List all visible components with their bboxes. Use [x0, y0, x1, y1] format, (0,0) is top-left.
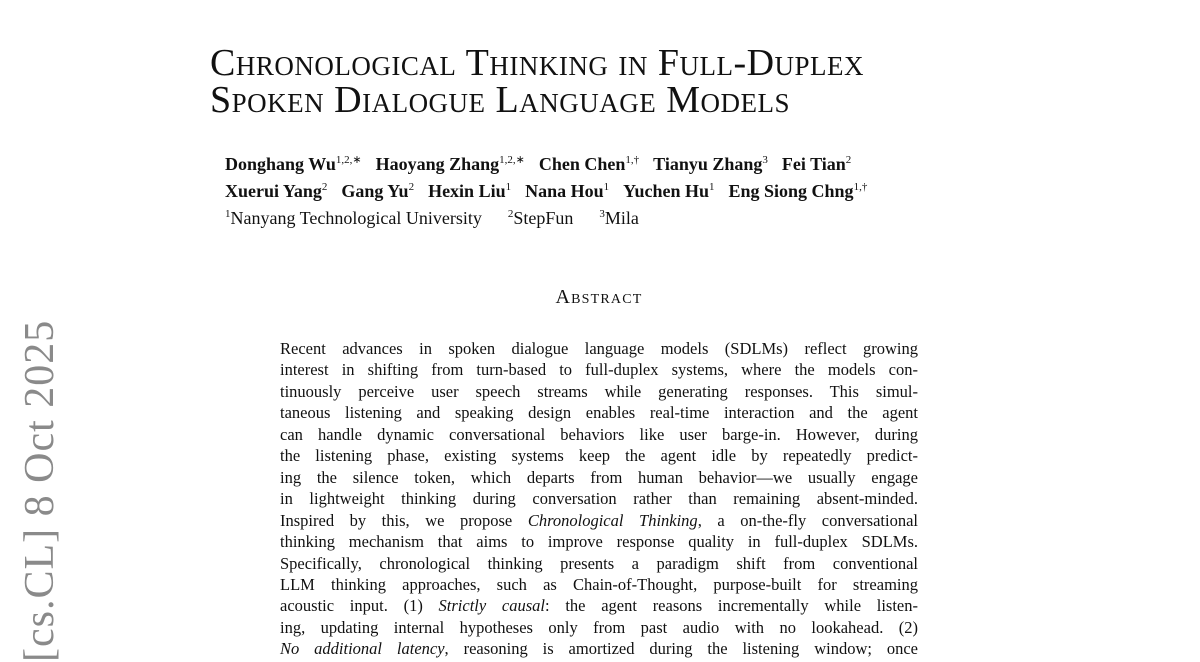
affiliation [225, 208, 482, 228]
title-line-1: Chronological Thinking in Full-Duplex [210, 42, 865, 84]
author [525, 181, 609, 201]
author [341, 181, 414, 201]
author [539, 154, 639, 174]
affiliation-superscript: 3 [599, 208, 605, 220]
abstract-line: tinuously perceive user speech streams while generating responses. This simul- [280, 381, 918, 401]
author-superscript: 2 [321, 181, 328, 193]
abstract-line: interest in shifting from turn-based to full-duplex systems, where the models con- [280, 360, 918, 380]
abstract-line: Specifically, chronological thinking presents a paradigm shift from conventional [280, 553, 918, 573]
title-line-2: Spoken Dialogue Language Models [210, 79, 791, 121]
author-line-1 [225, 151, 945, 178]
author-superscript: 2 [408, 181, 415, 193]
author [376, 154, 525, 174]
abstract-line: ing, updating internal hypotheses only from past audio with no lookahead. (2) [280, 617, 918, 637]
author-name: Eng Siong Chng [728, 181, 854, 201]
author-block [225, 151, 945, 232]
author [653, 154, 768, 174]
author-name: Fei Tian [781, 154, 846, 174]
author [225, 154, 362, 174]
author-superscript: 1,† [625, 154, 640, 166]
affiliation [508, 208, 574, 228]
author-superscript: 1,2,∗ [499, 154, 525, 166]
author-line-2 [225, 178, 945, 205]
author-superscript: 1 [709, 181, 715, 193]
abstract-line: Inspired by this, we propose Chronological Thinking, a on-the-fly conversational [280, 510, 919, 530]
affiliation-name: StepFun [513, 208, 574, 228]
author-name: Xuerui Yang [225, 181, 322, 201]
abstract-line: in lightweight thinking during conversation rather than remaining absent-minded. [280, 489, 918, 509]
abstract-line: the listening phase, existing systems keep the agent idle by repeatedly predict- [280, 446, 918, 466]
affiliation-superscript: 1 [225, 208, 231, 220]
affiliation [599, 208, 639, 228]
author-name: Chen Chen [538, 154, 626, 174]
author-name: Donghang Wu [225, 154, 336, 174]
abstract-line: ing the silence token, which departs from human behavior—we usually engage [280, 467, 918, 487]
abstract-line: thinking mechanism that aims to improve response quality in full-duplex SDLMs. [280, 532, 918, 552]
author-name: Hexin Liu [428, 181, 506, 201]
abstract-line: taneous listening and speaking design enables real-time interaction and the agent [280, 403, 918, 423]
arxiv-watermark: [cs.CL] 8 Oct 2025 [17, 319, 63, 662]
author-name: Tianyu Zhang [653, 154, 763, 174]
paper-title [210, 42, 865, 121]
author-superscript: 1,2,∗ [335, 154, 362, 166]
author-name: Gang Yu [341, 181, 409, 201]
abstract-line: acoustic input. (1) Strictly causal: the agent reasons incrementally while listen- [280, 596, 918, 616]
author-name: Haoyang Zhang [375, 154, 500, 174]
affiliation-line [225, 205, 945, 232]
author-superscript: 3 [762, 154, 768, 166]
author-superscript: 1,† [853, 181, 868, 193]
affiliation-name: Nanyang Technological University [230, 208, 482, 228]
author-name: Yuchen Hu [623, 181, 709, 201]
abstract-heading: Abstract [555, 286, 643, 308]
affiliation-superscript: 2 [507, 208, 514, 220]
author [729, 181, 868, 201]
author [782, 154, 851, 174]
author [623, 181, 714, 201]
abstract-body [280, 338, 918, 660]
abstract-line: Recent advances in spoken dialogue language models (SDLMs) reflect growing [280, 339, 918, 358]
author-superscript: 2 [845, 154, 852, 166]
affiliation-name: Mila [604, 208, 639, 228]
author [225, 181, 327, 201]
author-name: Nana Hou [525, 181, 604, 201]
abstract-line: LLM thinking approaches, such as Chain-of-Thought, purpose-built for streaming [280, 574, 918, 594]
abstract-line: can handle dynamic conversational behaviors like user barge-in. However, during [280, 424, 918, 444]
author [428, 181, 511, 201]
author-superscript: 1 [505, 181, 512, 193]
author-superscript: 1 [603, 181, 610, 193]
abstract-line: No additional latency, reasoning is amortized during the listening window; once [280, 639, 918, 659]
